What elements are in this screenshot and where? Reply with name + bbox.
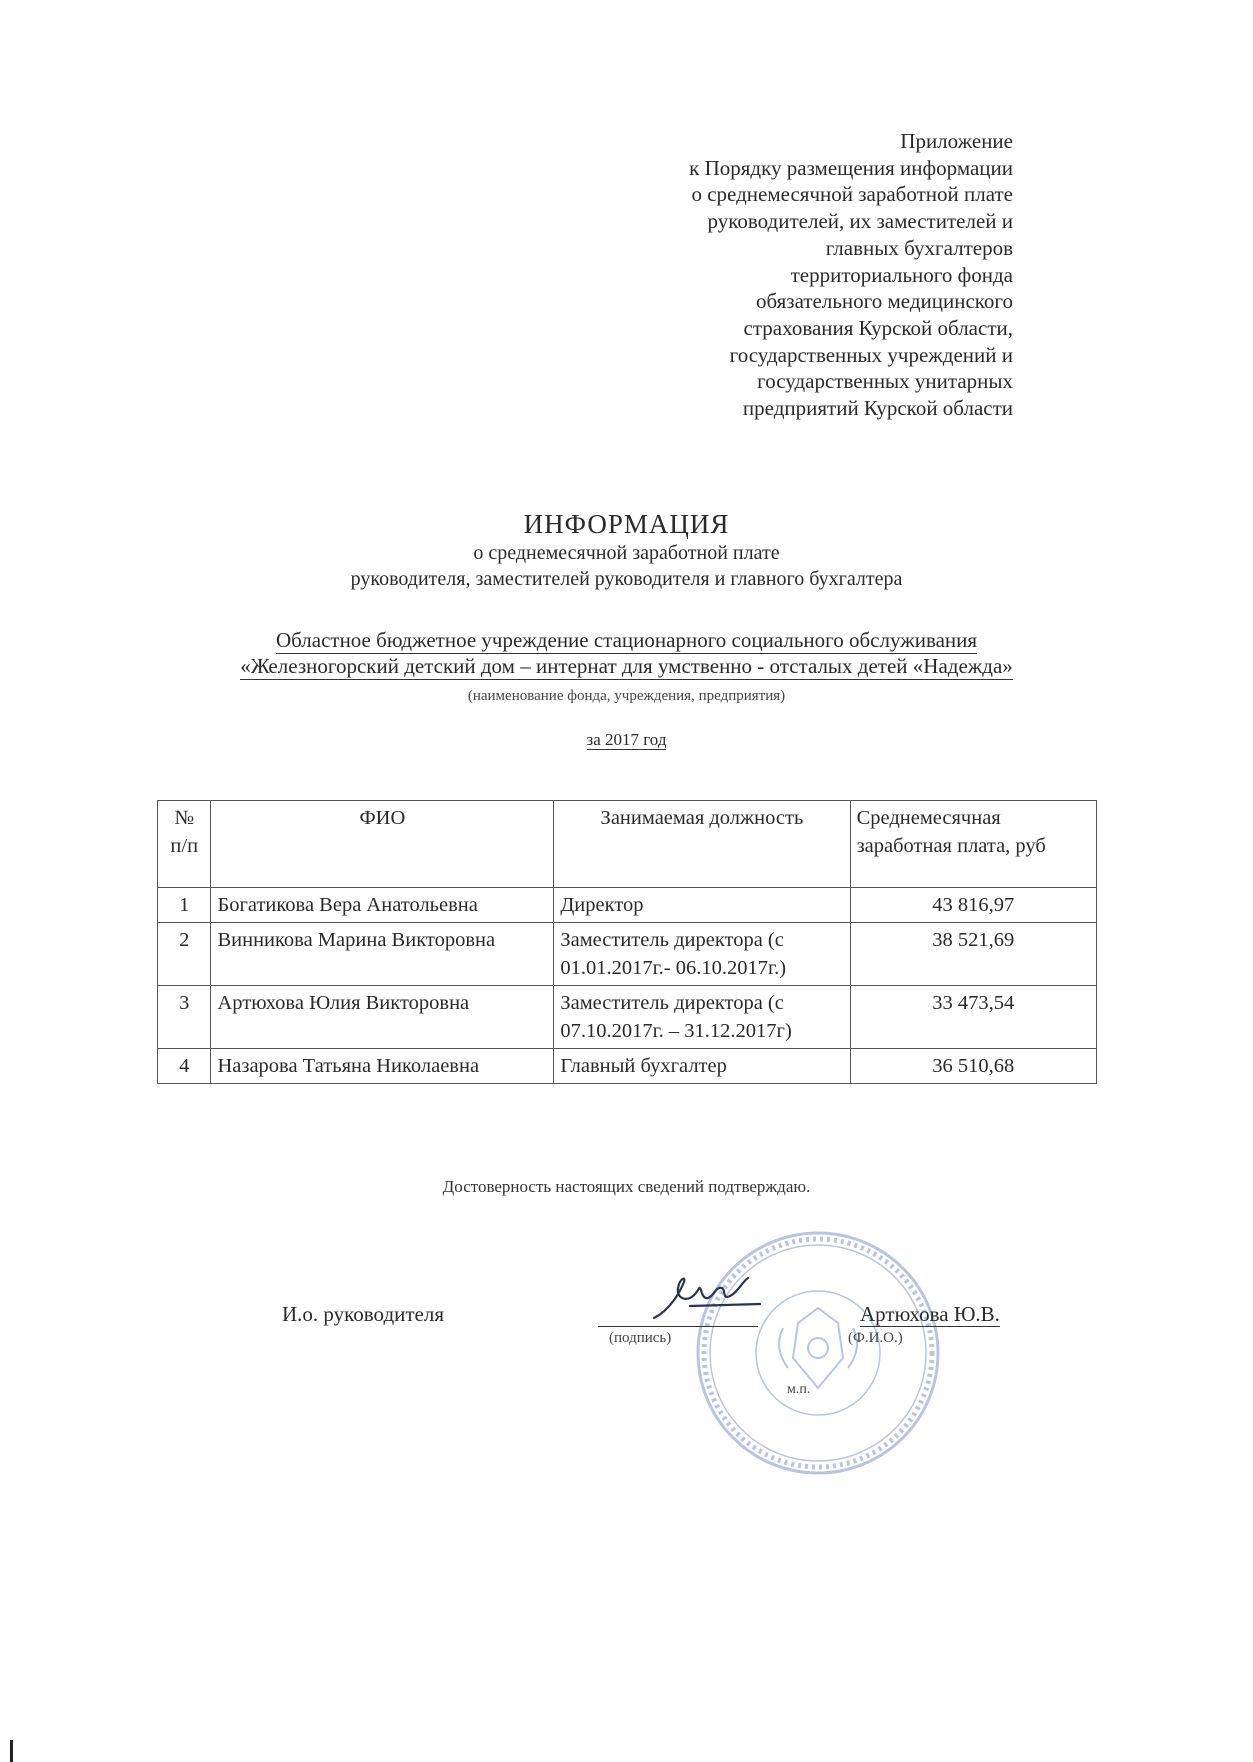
appendix-line: государственных унитарных [757,369,1013,394]
appendix-line: государственных учреждений и [729,342,1013,367]
organization-name-line: «Железногорский детский дом – интернат для умственно - отсталых детей «Надежда» [240,654,1013,678]
cell-position: Заместитель директора (с 01.01.2017г.- 06.10.2017г.) [554,923,850,986]
cell-num: 1 [158,888,211,923]
cell-salary: 33 473,54 [850,986,1096,1049]
table-row [158,1049,1097,1084]
signatory-role: И.о. руководителя [282,1302,445,1326]
cell-num: 4 [158,1049,211,1084]
header-name: ФИО [211,801,554,888]
confirmation-text: Достоверность настоящих сведений подтверждаю. [442,1177,811,1196]
cell-name: Артюхова Юлия Викторовна [211,986,554,1049]
appendix-line: Приложение [900,129,1013,153]
cell-salary: 38 521,69 [850,923,1096,986]
document-title: ИНФОРМАЦИЯ [523,509,730,539]
organization-name [0,627,1253,679]
organization-name-line: Областное бюджетное учреждение стационарного социального обслуживания [275,628,978,652]
cell-position: Директор [554,888,850,923]
cell-name: Назарова Татьяна Николаевна [211,1049,554,1084]
subtitle-line: руководителя, заместителей руководителя и главного бухгалтера [350,568,903,590]
salary-table [157,800,1097,1084]
cell-position: Заместитель директора (с 07.10.2017г. – 31.12.2017г) [554,986,850,1049]
official-stamp [693,1228,943,1478]
report-period [0,730,1253,750]
signature-caption: (подпись) [609,1330,672,1346]
signatory-name [860,1302,1000,1327]
table-row [158,888,1097,923]
cell-name: Богатикова Вера Анатольевна [211,888,554,923]
appendix-line: страхования Курской области, [743,315,1013,340]
appendix-block [593,128,1013,422]
appendix-line: о среднемесячной заработной плате [691,182,1013,207]
header-position: Занимаемая должность [554,801,850,888]
header-salary: Среднемесячная заработная плата, руб [850,801,1096,888]
cell-salary: 43 816,97 [850,888,1096,923]
organization-caption: (наименование фонда, учреждения, предприятия) [467,688,786,704]
subtitle-line: о среднемесячной заработной плате [473,542,780,564]
table-row [158,923,1097,986]
fio-caption: (Ф.И.О.) [848,1330,903,1346]
appendix-line: территориального фонда [790,262,1013,287]
appendix-line: главных бухгалтеров [825,235,1013,260]
appendix-line: предприятий Курской области [742,396,1013,421]
handwritten-signature [650,1270,770,1330]
header-num: № п/п [158,801,211,888]
table-row [158,986,1097,1049]
cell-name: Винникова Марина Викторовна [211,923,554,986]
cell-salary: 36 510,68 [850,1049,1096,1084]
scan-edge-mark [10,1740,13,1762]
appendix-line: обязательного медицинского [755,289,1013,314]
cell-position: Главный бухгалтер [554,1049,850,1084]
appendix-line: руководителей, их заместителей и [707,209,1013,234]
report-period-text: за 2017 год [586,730,667,749]
appendix-line: к Порядку размещения информации [689,155,1013,180]
cell-num: 2 [158,923,211,986]
table-header-row [158,801,1097,888]
document-subtitle [0,540,1253,592]
cell-num: 3 [158,986,211,1049]
stamp-place-label: м.п. [787,1382,811,1397]
signatory-name-text: Артюхова Ю.В. [860,1302,1000,1326]
